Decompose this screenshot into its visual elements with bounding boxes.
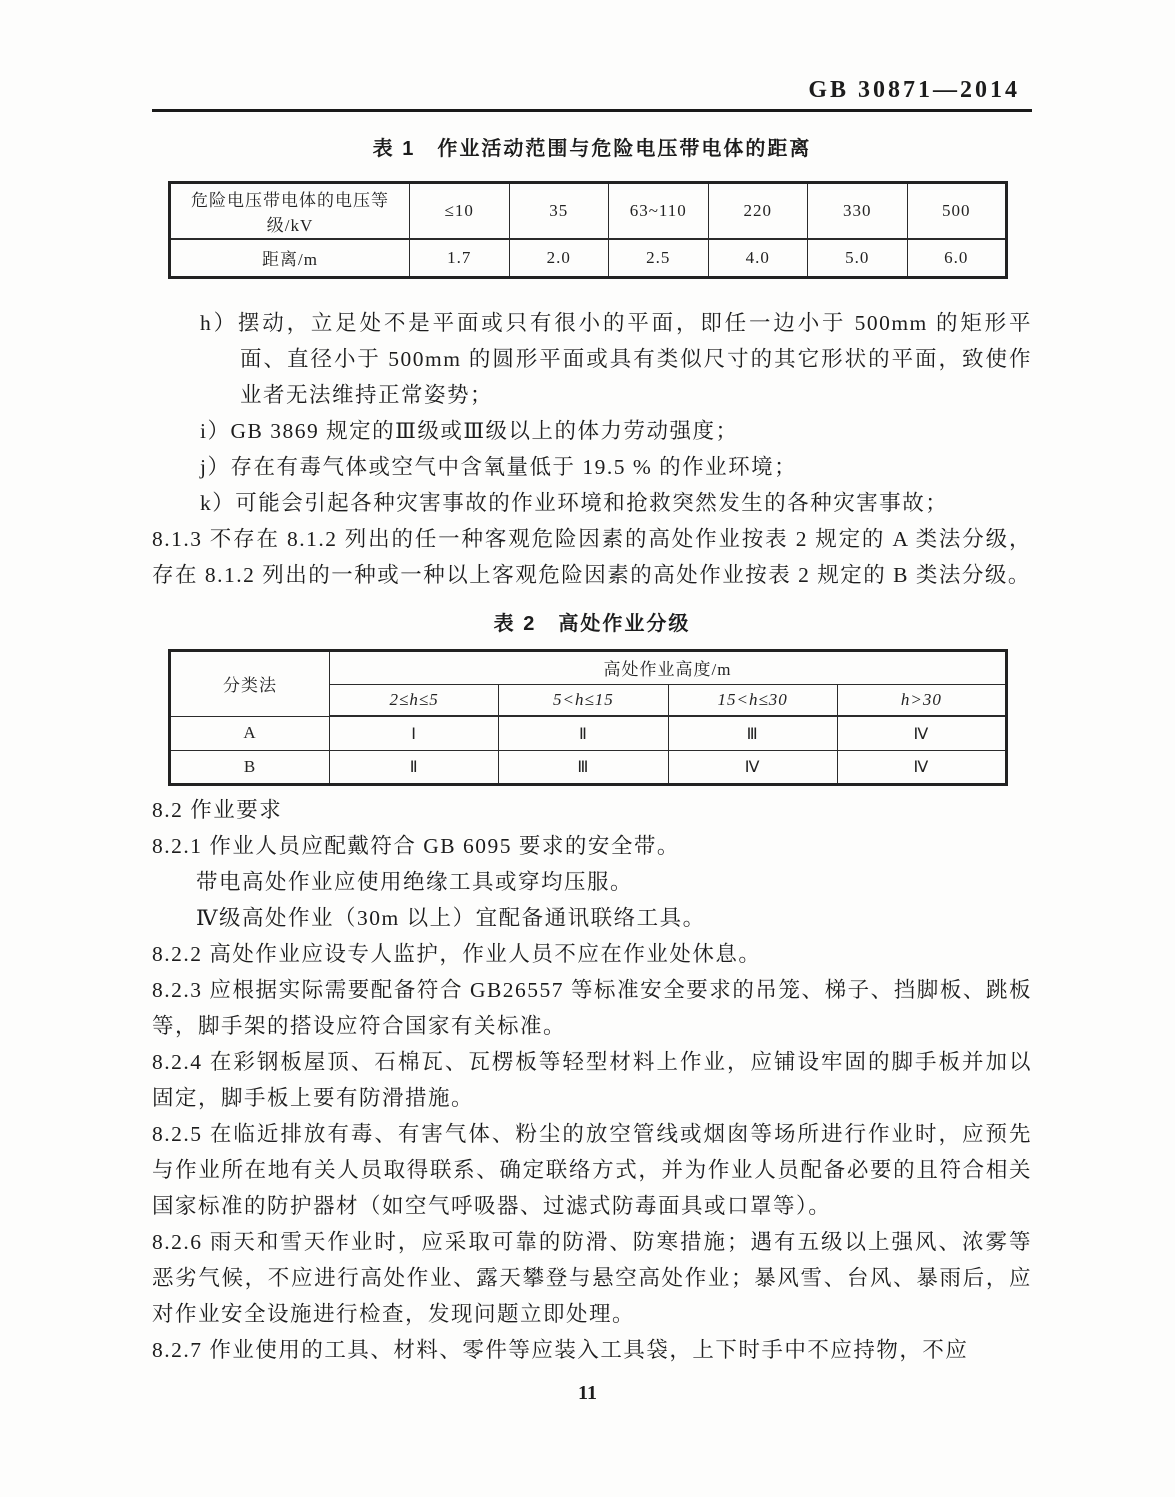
table-cell: 35 [509,183,609,240]
table-cell: Ⅱ [499,716,668,750]
table-cell: 2≤h≤5 [330,684,499,716]
table-cell: 15<h≤30 [668,684,837,716]
table-cell: 2.5 [609,239,709,277]
clause-item-i: i）GB 3869 规定的Ⅲ级或Ⅲ级以上的体力劳动强度； [200,418,739,443]
clause-8-2-7: 8.2.7 作业使用的工具、材料、零件等应装入工具袋，上下时手中不应持物，不应 [152,1337,969,1362]
table-cell: 6.0 [907,239,1007,277]
table-cell: 63~110 [609,183,709,240]
clause-8-2-3: 8.2.3 应根据实际需要配备符合 GB26557 等标准安全要求的吊笼、梯子、挡脚板、跳板等，脚手架的搭设应符合国家有关标准。 [152,977,1032,1038]
clause-8-2-2: 8.2.2 高处作业应设专人监护，作业人员不应在作业处休息。 [152,941,762,966]
table-cell: 分类法 [170,650,330,716]
table1-caption: 表 1 作业活动范围与危险电压带电体的距离 [372,138,812,160]
table-cell: 220 [708,183,808,240]
table-row [170,716,1007,750]
table-cell: 330 [808,183,908,240]
table-cell: 1.7 [410,239,510,277]
clause-8-2-6: 8.2.6 雨天和雪天作业时，应采取可靠的防滑、防寒措施；遇有五级以上强风、浓雾等恶劣气候，不应进行高处作业、露天攀登与悬空高处作业；暴风雪、台风、暴雨后，应对作业安全设施进行检查，发现问题立即处理。 [152,1229,1032,1326]
table-row [170,183,1007,240]
table-cell: Ⅳ [668,750,837,784]
table-cell: Ⅲ [499,750,668,784]
table2-caption: 表 2 高处作业分级 [493,612,691,635]
clause-8-2-1-sub2: Ⅳ级高处作业（30m 以上）宜配备通讯联络工具。 [196,905,706,930]
clause-item-j: j）存在有毒气体或空气中含氧量低于 19.5 % 的作业环境； [200,454,798,479]
table-row [170,650,1007,684]
clause-8-2-1-sub1: 带电高处作业应使用绝缘工具或穿均压服。 [196,869,634,894]
table1-voltage-distance [168,181,1008,279]
table-row [170,239,1007,277]
table-cell: 500 [907,183,1007,240]
table-cell: 5.0 [808,239,908,277]
section-8-2 [152,792,1032,1368]
table-cell: Ⅰ [330,716,499,750]
clause-8-1-3: 8.1.3 不存在 8.1.2 列出的任一种客观危险因素的高处作业按表 2 规定的 A 类法分级，存在 8.1.2 列出的一种或一种以上客观危险因素的高处作业按表 2 规定的 B 类法分级。 [152,526,1032,587]
table-cell: h>30 [837,684,1006,716]
table-cell: Ⅲ [668,716,837,750]
table-row [170,750,1007,784]
table-cell: 2.0 [509,239,609,277]
clause-8-2-4: 8.2.4 在彩钢板屋顶、石棉瓦、瓦楞板等轻型材料上作业，应铺设牢固的脚手板并加以固定，脚手板上要有防滑措施。 [152,1049,1032,1110]
table-cell: 距离/m [170,239,410,277]
table-cell: B [170,750,330,784]
table-cell: Ⅳ [837,716,1006,750]
heading-8-2: 8.2 作业要求 [152,797,283,822]
page-number: 11 [578,1382,597,1404]
clause-item-k: k）可能会引起各种灾害事故的作业环境和抢救突然发生的各种灾害事故； [200,490,949,515]
table-cell: Ⅱ [330,750,499,784]
table-cell: A [170,716,330,750]
clause-8-2-5: 8.2.5 在临近排放有毒、有害气体、粉尘的放空管线或烟囱等场所进行作业时，应预先与作业所在地有关人员取得联系、确定联络方式，并为作业人员配备必要的且符合相关国家标准的防护器材（如空气呼吸器、过滤式防毒面具或口罩等）。 [152,1121,1032,1218]
table-cell: Ⅳ [837,750,1006,784]
clause-8-2-1: 8.2.1 作业人员应配戴符合 GB 6095 要求的安全带。 [152,833,680,858]
table-cell: 5<h≤15 [499,684,668,716]
table-cell: 高处作业高度/m [330,650,1007,684]
running-head: GB 30871—2014 [808,77,1020,103]
table2-work-height-grades [168,649,1008,786]
table-cell: ≤10 [410,183,510,240]
page-content [152,0,1032,1368]
header-rule [152,109,1032,112]
table-cell: 危险电压带电体的电压等级/kV [170,183,410,240]
clause-item-h: h）摆动，立足处不是平面或只有很小的平面，即任一边小于 500mm 的矩形平面、直径小于 500mm 的圆形平面或具有类似尺寸的其它形状的平面，致使作业者无法维持正常姿势； [200,310,1032,407]
clause-list-8-1-2 [152,305,1032,593]
table-cell: 4.0 [708,239,808,277]
